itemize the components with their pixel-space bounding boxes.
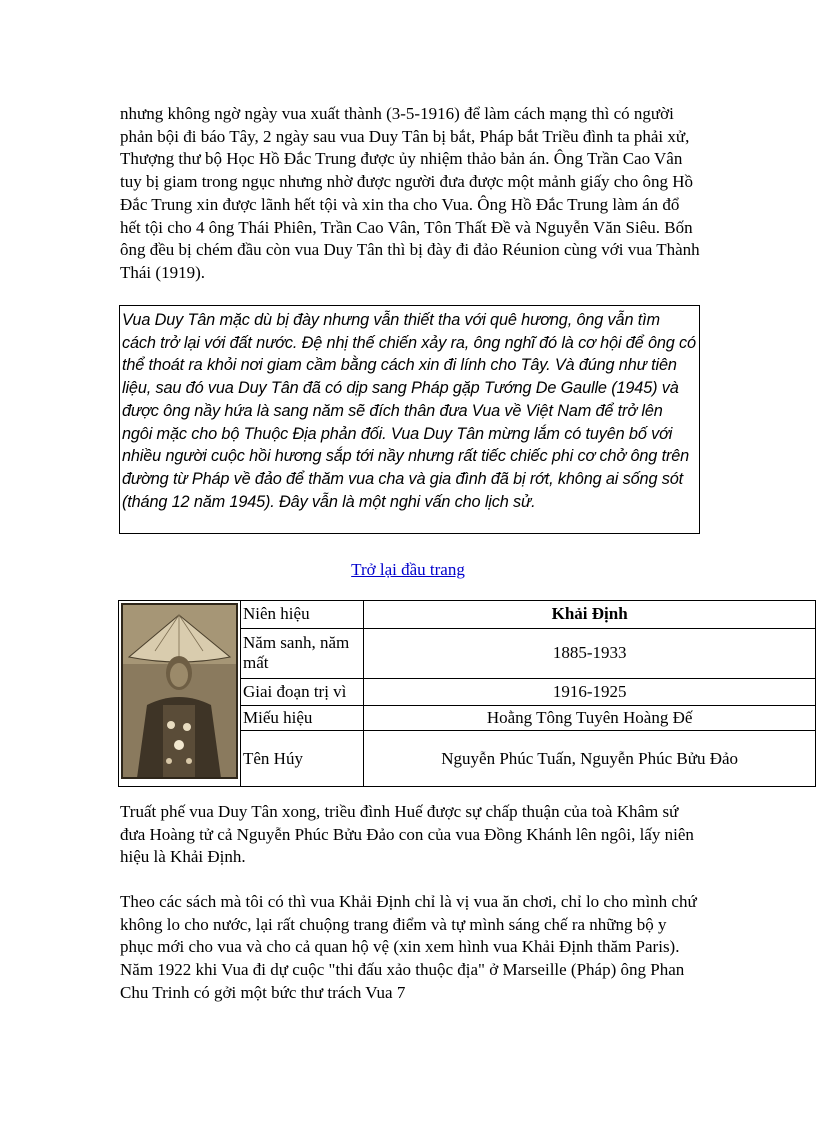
character-paragraph: Theo các sách mà tôi có thì vua Khải Định chỉ là vị vua ăn chơi, chỉ lo cho mình chứ không lo cho nước, lại rất chuộng trang điểm và tự mình sáng chế ra những bộ y phục mới cho vua và cho cả quan hộ vệ (xin xem hình vua Khải Định thăm Paris). Năm 1922 khi Vua đi dự cuộc "thi đấu xảo thuộc địa" ở Marseille (Pháp) ông Phan Chu Trinh có gởi một bức thư trách Vua 7 xyxy=(120,892,697,1002)
portrait-cell xyxy=(119,601,241,787)
row-label-nam-sanh: Năm sanh, năm mất xyxy=(241,628,364,678)
king-info-table xyxy=(118,600,816,787)
row-value-giai-doan: 1916-1925 xyxy=(364,679,816,706)
row-label-giai-doan: Giai đoạn trị vì xyxy=(241,679,364,706)
row-value-nam-sanh: 1885-1933 xyxy=(364,628,816,678)
row-value-ten-huy: Nguyễn Phúc Tuấn, Nguyễn Phúc Bửu Đảo xyxy=(364,731,816,787)
succession-paragraph: Truất phế vua Duy Tân xong, triều đình Huế được sự chấp thuận của toà Khâm sứ đưa Hoàng tử cả Nguyễn Phúc Bửu Đảo con của vua Đồng Khánh lên ngôi, lấy niên hiệu là Khải Định. xyxy=(120,802,694,867)
quote-box xyxy=(119,305,700,534)
quote-text: Vua Duy Tân mặc dù bị đày nhưng vẫn thiết tha với quê hương, ông vẫn tìm cách trở lại với đất nước. Đệ nhị thế chiến xảy ra, ông nghĩ đó là cơ hội để ông có thể thoát ra khỏi nơi giam cầm bằng cách xin đi lính cho Tây. Và đúng như tiên liệu, sau đó vua Duy Tân đã có dịp sang Pháp gặp Tướng De Gaulle (1945) và được ông nầy hứa là sang năm sẽ đích thân đưa Vua về Việt Nam để trở lên ngôi mặc cho bộ Thuộc Địa phản đối. Vua Duy Tân mừng lắm có tuyên bố với nhiều người cuộc hồi hương sắp tới nầy nhưng rất tiếc chiếc phi cơ chở ông trên đường từ Pháp về đảo để thăm vua cha và gia đình đã bị rớt, không ai sống sót (tháng 12 năm 1945). Đây vẫn là một nghi vấn cho lịch sử. xyxy=(122,311,696,511)
intro-paragraph: nhưng không ngờ ngày vua xuất thành (3-5-1916) để làm cách mạng thì có người phản bội đi báo Tây, 2 ngày sau vua Duy Tân bị bắt, Pháp bắt Triều đình ta phải xử, Thượng thư bộ Học Hồ Đắc Trung được ủy nhiệm thảo bản án. Ông Trần Cao Vân tuy bị giam trong ngục nhưng nhờ được người đưa được một mảnh giấy cho ông Hồ Đắc Trung xin được lãnh hết tội và xin tha cho Vua. Ông Hồ Đắc Trung làm án đổ hết tội cho 4 ông Thái Phiên, Trần Cao Vân, Tôn Thất Đề và Nguyễn Văn Siêu. Bốn ông đều bị chém đầu còn vua Duy Tân thì bị đày đi đảo Réunion cùng với vua Thành Thái (1919). xyxy=(120,104,700,282)
row-value-mieu-hieu: Hoằng Tông Tuyên Hoàng Đế xyxy=(364,705,816,731)
king-portrait-image xyxy=(119,601,240,781)
row-label-mieu-hieu: Miếu hiệu xyxy=(241,705,364,731)
back-to-top-link[interactable]: Trở lại đầu trang xyxy=(351,560,465,579)
row-label-ten-huy: Tên Húy xyxy=(241,731,364,787)
back-to-top-container xyxy=(0,560,816,580)
row-value-nien-hieu: Khải Định xyxy=(364,601,816,629)
row-label-nien-hieu: Niên hiệu xyxy=(241,601,364,629)
